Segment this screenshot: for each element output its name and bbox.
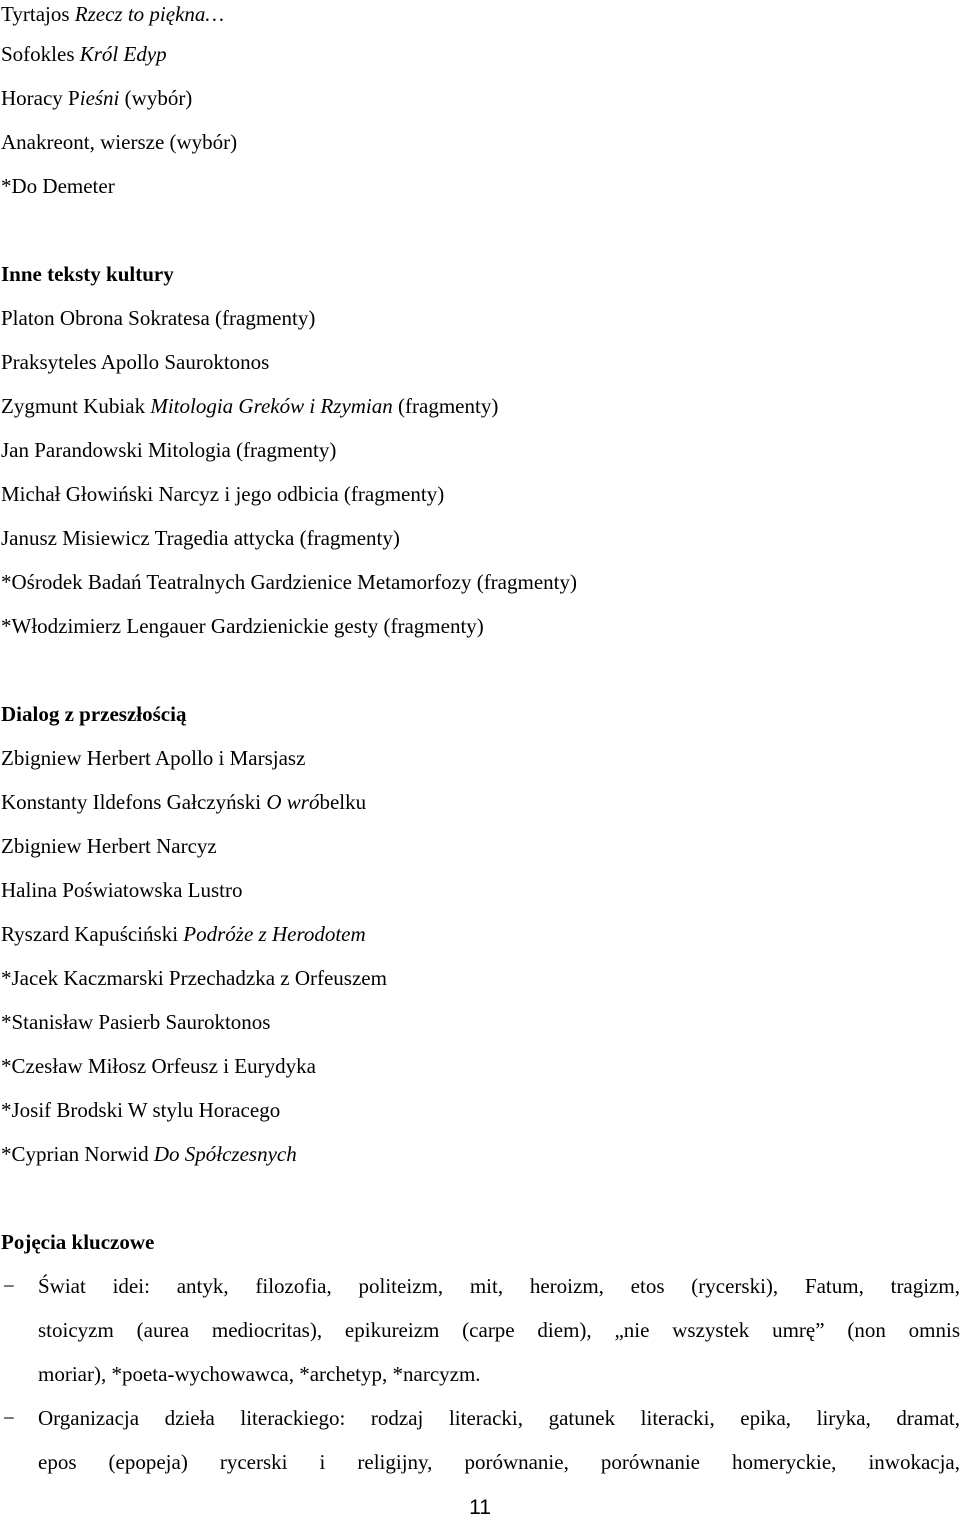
reading-author: *Do Demeter [1,174,115,198]
reading-author: Horacy P [1,86,80,110]
reading-title: Rzecz to piękna… [74,2,225,26]
reading-item [1,0,224,28]
other-text-item [1,612,484,640]
bullet-line: stoicyzm (aurea mediocritas), epikureizm (carpe diem), „nie wszystek umrę” (non omnis [38,1318,960,1342]
item-author: Zbigniew Herbert Apollo i Marsjasz [1,746,306,770]
item-author: *Cyprian Norwid [1,1142,154,1166]
dialog-item [1,832,217,860]
other-text-item [1,304,315,332]
dash-marker: − [3,1274,15,1298]
dialog-item [1,876,242,904]
section-heading-key-concepts: Pojęcia kluczowe [1,1230,155,1254]
item-author: Konstanty Ildefons Gałczyński [1,790,267,814]
other-text-item [1,392,498,420]
other-text-item [1,348,269,376]
item-author: *Jacek Kaczmarski Przechadzka z Orfeuszem [1,966,387,990]
other-text-item [1,524,400,552]
item-author: *Stanisław Pasierb Sauroktonos [1,1010,271,1034]
dialog-item [1,788,366,816]
item-title: Mitologia Greków i Rzymian [150,394,393,418]
item-title: Do Spółczesnych [153,1142,297,1166]
section-heading-dialog: Dialog z przeszłością [1,702,187,726]
item-title: Podróże z Herodotem [183,922,366,946]
reading-author: Anakreont, wiersze (wybór) [1,130,238,154]
item-author: Zbigniew Herbert Narcyz [1,834,217,858]
reading-suffix: (wybór) [119,86,193,110]
reading-item [1,40,167,68]
item-author: Michał Głowiński Narcyz i jego odbicia (fragmenty) [1,482,445,506]
item-author: Jan Parandowski Mitologia (fragmenty) [1,438,337,462]
dialog-item [1,1140,297,1168]
item-author: Praksyteles Apollo Sauroktonos [1,350,270,374]
reading-author: Tyrtajos [1,2,75,26]
dialog-item [1,964,387,992]
bullet-line: moriar), *poeta-wychowawca, *archetyp, *narcyzm. [38,1362,481,1386]
reading-item [1,84,192,112]
item-author: Platon Obrona Sokratesa (fragmenty) [1,306,316,330]
item-author: Halina Poświatowska Lustro [1,878,243,902]
item-author: Ryszard Kapuściński [1,922,184,946]
reading-title: ieśni [79,86,120,110]
reading-item [1,172,115,200]
item-author: Janusz Misiewicz Tragedia attycka (fragmenty) [1,526,400,550]
item-author: *Czesław Miłosz Orfeusz i Eurydyka [1,1054,316,1078]
item-author: *Włodzimierz Lengauer Gardzienickie gesty (fragmenty) [1,614,484,638]
item-author: *Ośrodek Badań Teatralnych Gardzienice Metamorfozy (fragmenty) [1,570,577,594]
item-suffix: belku [319,790,367,814]
reading-item [1,128,237,156]
other-text-item [1,480,444,508]
bullet-line: Świat idei: antyk, filozofia, politeizm, mit, heroizm, etos (rycerski), Fatum, tragizm, [38,1274,960,1298]
dialog-item [1,1008,270,1036]
item-title: O wró [266,790,320,814]
bullet-line: Organizacja dzieła literackiego: rodzaj literacki, gatunek literacki, epika, liryka, dramat, [38,1406,960,1430]
other-text-item [1,568,577,596]
bullet-line: epos (epopeja) rycerski i religijny, porównanie, porównanie homeryckie, inwokacja, [38,1450,960,1474]
item-author: Zygmunt Kubiak [1,394,151,418]
other-text-item [1,436,336,464]
dialog-item [1,1052,316,1080]
page-number: 11 [469,1496,491,1519]
dash-marker: − [3,1406,15,1430]
dialog-item [1,744,305,772]
reading-author: Sofokles [1,42,80,66]
item-author: *Josif Brodski W stylu Horacego [1,1098,281,1122]
dialog-item [1,920,366,948]
section-heading-other-texts: Inne teksty kultury [1,262,174,286]
dialog-item [1,1096,280,1124]
reading-title: Król Edyp [79,42,167,66]
item-suffix: (fragmenty) [392,394,499,418]
